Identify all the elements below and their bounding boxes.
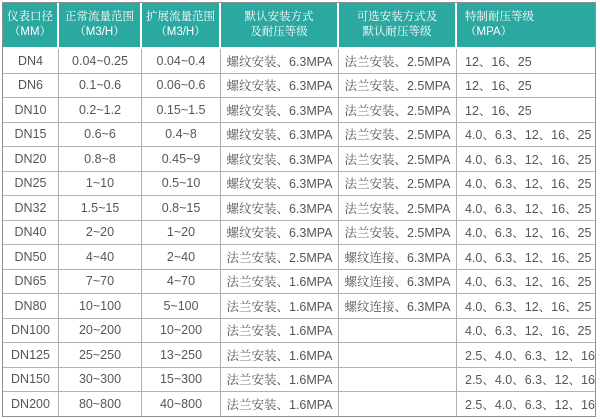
table-row — [3, 98, 595, 123]
col-header-default-install — [221, 3, 339, 49]
col-header-line: 扩展流量范围 — [146, 11, 215, 23]
table-row — [3, 319, 595, 344]
cell: 12、16、25 — [457, 98, 595, 123]
cell: 螺纹连接、6.3MPA — [339, 294, 457, 319]
cell: 0.8~8 — [59, 147, 142, 172]
table-header — [3, 3, 595, 49]
table-row — [3, 368, 595, 393]
cell: 13~250 — [142, 343, 221, 368]
cell: 4.0、6.3、12、16、25 — [457, 123, 595, 148]
cell: 0.8~15 — [142, 196, 221, 221]
col-header-extended-flow-range — [142, 3, 221, 49]
table-row — [3, 74, 595, 99]
cell: 0.6~6 — [59, 123, 142, 148]
cell: 2.5、4.0、6.3、12、16 — [457, 343, 595, 368]
col-header-line: 可选安装方式及 — [356, 11, 438, 23]
cell — [339, 343, 457, 368]
cell: 4.0、6.3、12、16、25 — [457, 221, 595, 246]
col-header-line: （MM） — [8, 26, 52, 38]
flow-meter-spec-table — [3, 3, 595, 416]
cell: DN32 — [3, 196, 59, 221]
cell: DN50 — [3, 245, 59, 270]
cell: DN4 — [3, 49, 59, 74]
cell: 法兰安装、2.5MPA — [339, 98, 457, 123]
cell: 2~20 — [59, 221, 142, 246]
table-row — [3, 294, 595, 319]
cell: 12、16、25 — [457, 74, 595, 99]
cell: 1~10 — [59, 172, 142, 197]
cell: 4.0、6.3、12、16、25 — [457, 319, 595, 344]
cell: DN65 — [3, 270, 59, 295]
cell: 法兰安装、2.5MPA — [339, 74, 457, 99]
table-row — [3, 392, 595, 416]
cell: 10~100 — [59, 294, 142, 319]
cell: 25~250 — [59, 343, 142, 368]
cell: 2.5、4.0、6.3、12、16 — [457, 368, 595, 393]
cell: 法兰安装、2.5MPA — [339, 49, 457, 74]
cell: DN25 — [3, 172, 59, 197]
cell: 法兰安装、2.5MPA — [221, 245, 339, 270]
col-header-line: 及耐压等级 — [250, 26, 308, 38]
header-row — [3, 3, 595, 49]
cell: 法兰安装、1.6MPA — [221, 270, 339, 295]
cell: 10~200 — [142, 319, 221, 344]
cell: 螺纹安装、6.3MPA — [221, 196, 339, 221]
cell: 20~200 — [59, 319, 142, 344]
cell: 4.0、6.3、12、16、25 — [457, 270, 595, 295]
col-header-line: 特制耐压等级 — [465, 11, 534, 23]
cell: 法兰安装、1.6MPA — [221, 368, 339, 393]
cell — [339, 368, 457, 393]
cell: 0.5~10 — [142, 172, 221, 197]
cell: DN20 — [3, 147, 59, 172]
col-header-line: （M3/H） — [74, 26, 125, 38]
table-row — [3, 196, 595, 221]
col-header-optional-install — [339, 3, 457, 49]
cell: 法兰安装、2.5MPA — [339, 172, 457, 197]
cell: DN150 — [3, 368, 59, 393]
cell: 15~300 — [142, 368, 221, 393]
cell: 法兰安装、1.6MPA — [221, 294, 339, 319]
cell: 4.0、6.3、12、16、25 — [457, 294, 595, 319]
cell: DN200 — [3, 392, 59, 416]
cell: 4.0、6.3、12、16、25 — [457, 147, 595, 172]
cell: DN125 — [3, 343, 59, 368]
cell: 80~800 — [59, 392, 142, 416]
cell: 5~100 — [142, 294, 221, 319]
table-row — [3, 172, 595, 197]
cell: 螺纹安装、6.3MPA — [221, 221, 339, 246]
cell: 法兰安装、1.6MPA — [221, 343, 339, 368]
cell: 螺纹安装、6.3MPA — [221, 172, 339, 197]
cell: 螺纹安装、6.3MPA — [221, 147, 339, 172]
cell: 4~70 — [142, 270, 221, 295]
cell: 30~300 — [59, 368, 142, 393]
col-header-line: 仪表口径 — [7, 11, 53, 23]
cell: 法兰安装、2.5MPA — [339, 123, 457, 148]
table-row — [3, 343, 595, 368]
cell: 0.06~0.6 — [142, 74, 221, 99]
cell: 40~800 — [142, 392, 221, 416]
cell: 2.5、4.0、6.3、12、16 — [457, 392, 595, 416]
flow-meter-spec-table-wrapper — [2, 2, 596, 417]
cell: DN100 — [3, 319, 59, 344]
cell: 0.45~9 — [142, 147, 221, 172]
col-header-line: 默认安装方式 — [244, 11, 314, 23]
table-row — [3, 221, 595, 246]
table-row — [3, 147, 595, 172]
cell: DN6 — [3, 74, 59, 99]
cell: 0.4~8 — [142, 123, 221, 148]
cell: 法兰安装、1.6MPA — [221, 392, 339, 416]
cell: 0.1~0.6 — [59, 74, 142, 99]
cell: 1.5~15 — [59, 196, 142, 221]
cell: 螺纹连接、6.3MPA — [339, 270, 457, 295]
cell: 0.15~1.5 — [142, 98, 221, 123]
cell: 螺纹安装、6.3MPA — [221, 98, 339, 123]
cell: 法兰安装、2.5MPA — [339, 221, 457, 246]
cell: 0.04~0.4 — [142, 49, 221, 74]
table-row — [3, 245, 595, 270]
cell — [339, 319, 457, 344]
col-header-line: （M3/H） — [155, 26, 206, 38]
cell: 2~40 — [142, 245, 221, 270]
table-body — [3, 49, 595, 416]
table-row — [3, 123, 595, 148]
cell: 螺纹安装、6.3MPA — [221, 123, 339, 148]
cell: 螺纹安装、6.3MPA — [221, 74, 339, 99]
cell: DN80 — [3, 294, 59, 319]
cell: 螺纹连接、6.3MPA — [339, 245, 457, 270]
cell: 4.0、6.3、12、16、25 — [457, 245, 595, 270]
cell: DN10 — [3, 98, 59, 123]
cell: DN15 — [3, 123, 59, 148]
cell: DN40 — [3, 221, 59, 246]
cell: 4~40 — [59, 245, 142, 270]
col-header-line: 默认耐压等级 — [362, 26, 432, 38]
cell: 法兰安装、2.5MPA — [339, 147, 457, 172]
cell: 12、16、25 — [457, 49, 595, 74]
cell: 法兰安装、1.6MPA — [221, 319, 339, 344]
cell: 0.2~1.2 — [59, 98, 142, 123]
cell — [339, 392, 457, 416]
col-header-diameter — [3, 3, 59, 49]
cell: 0.04~0.25 — [59, 49, 142, 74]
col-header-special-pressure — [457, 3, 595, 49]
cell: 4.0、6.3、12、16、25 — [457, 172, 595, 197]
col-header-line: （MPA） — [465, 26, 513, 38]
cell: 4.0、6.3、12、16、25 — [457, 196, 595, 221]
col-header-normal-flow-range — [59, 3, 142, 49]
cell: 7~70 — [59, 270, 142, 295]
cell: 法兰安装、2.5MPA — [339, 196, 457, 221]
cell: 1~20 — [142, 221, 221, 246]
table-row — [3, 49, 595, 74]
cell: 螺纹安装、6.3MPA — [221, 49, 339, 74]
table-row — [3, 270, 595, 295]
col-header-line: 正常流量范围 — [65, 11, 134, 23]
